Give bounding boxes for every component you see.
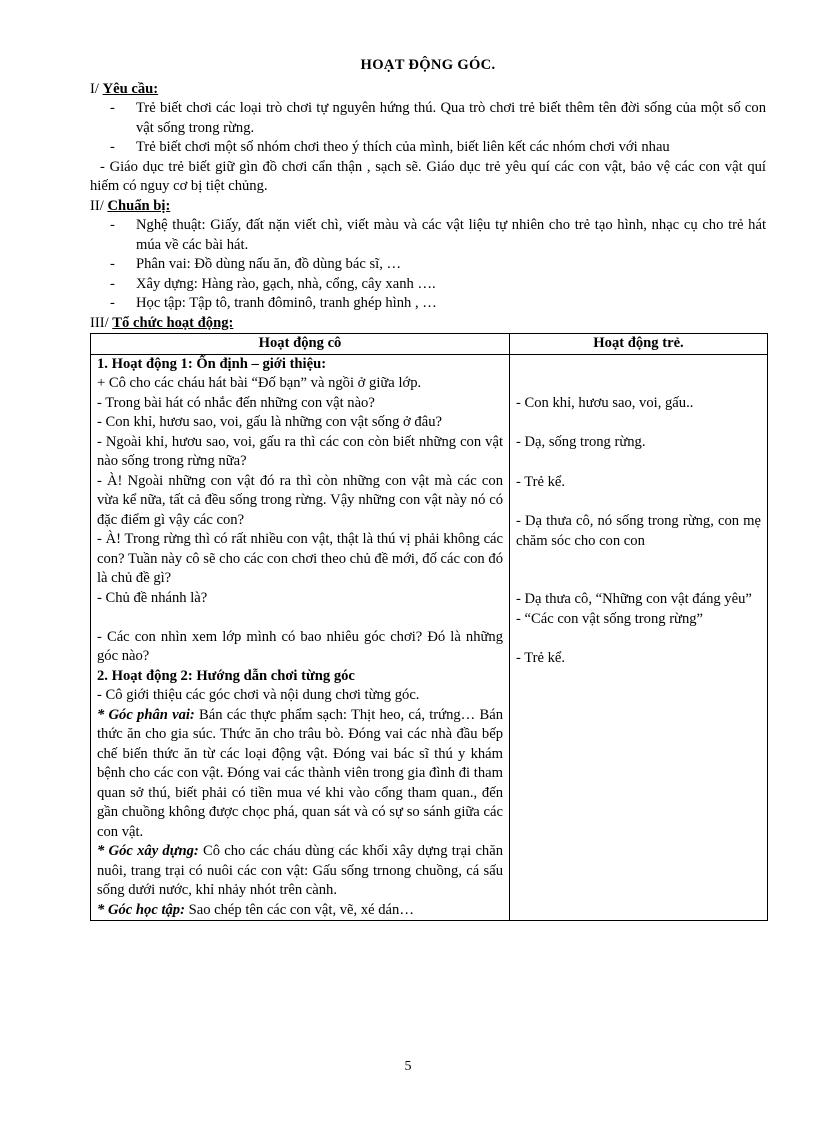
section-2-heading <box>90 197 766 217</box>
header-teacher: Hoạt động cô <box>91 334 510 355</box>
section-2-item: - Phân vai: Đồ dùng nấu ăn, đồ dùng bác sĩ, … <box>110 256 402 272</box>
corner-learning: * Góc học tập: Sao chép tên các con vật, vẽ, xé dán… <box>97 901 414 918</box>
table-row <box>91 354 768 921</box>
child-line: - Con khỉ, hươu sao, voi, gấu.. <box>516 394 694 411</box>
teacher-line: - Cô giới thiệu các góc chơi và nội dung chơi từng góc. <box>97 687 420 703</box>
corner-building: * Góc xây dựng: Cô cho các cháu dùng các khối xây dựng trại chăn nuôi, trang trại có nuôi các con vật: Gấu sống trnong chuồng, cá sấu sống dưới nước, khỉ nhảy nhót trên cành. <box>97 843 503 898</box>
section-1-heading <box>90 80 766 100</box>
section-2-item: - Nghệ thuật: Giấy, đất nặn viết chì, viết màu và các vật liệu tự nhiên cho trẻ tạo hình, nhạc cụ cho trẻ hát múa về các bài hát. <box>110 217 766 253</box>
section-1-item: - Trẻ biết chơi một số nhóm chơi theo ý thích của mình, biết liên kết các nhóm chơi với nhau <box>110 139 670 155</box>
table-header-row <box>91 334 768 355</box>
teacher-line: - À! Trong rừng thì có rất nhiều con vật, thật là thú vị phải không các con? Tuần này cô sẽ cho các con chơi theo chủ đề mới, đố các con đó là chủ đề gì? <box>97 531 503 586</box>
section-2-item: - Học tập: Tập tô, tranh đôminô, tranh ghép hình , … <box>110 295 437 311</box>
activity-table <box>90 333 768 921</box>
section-1-num: I/ <box>90 80 103 97</box>
teacher-line: - Trong bài hát có nhắc đến những con vật nào? <box>97 394 375 411</box>
section-1-extra: - Giáo dục trẻ biết giữ gìn đồ chơi cẩn thận , sạch sẽ. Giáo dục trẻ yêu quí các con vật, bảo vệ các con vật quí hiếm có nguy cơ bị tiệt chủng. <box>90 158 766 194</box>
document-page <box>90 56 766 921</box>
teacher-line: - Ngoài khỉ, hươu sao, voi, gấu ra thì các con còn biết những con vật nào sống trong rừng nữa? <box>97 433 503 469</box>
page-number: 5 <box>404 1059 412 1074</box>
activity-1-heading: 1. Hoạt động 1: Ổn định – giới thiệu: <box>97 355 327 372</box>
children-activities <box>510 354 768 921</box>
child-line: - Dạ, sống trong rừng. <box>516 434 646 450</box>
corner-role-play: * Góc phân vai: Bán các thực phẩm sạch: Thịt heo, cá, trứng… Bán thức ăn cho gia súc. Thức ăn cho trâu bò. Đóng vai các nhà đầu bếp chế biến thức ăn từ các loại động vật. Đóng vai bác sĩ thú y khám bệnh cho các con vật. Đóng vai các thành viên trong gia đình đi tham quan sở thú, biết phải có tiền mua vé khi vào cổng tham quan., đến gần chuồng không được chọc phá, quan sát và có sự so sánh giữa các con vật. <box>97 706 503 840</box>
section-2-item: - Xây dựng: Hàng rào, gạch, nhà, cổng, cây xanh …. <box>110 275 436 292</box>
teacher-line: - Con khỉ, hươu sao, voi, gấu là những con vật sống ở đâu? <box>97 414 442 430</box>
section-2-num: II/ <box>90 197 108 214</box>
section-1-item: - Trẻ biết chơi các loại trò chơi tự nguyên hứng thú. Qua trò chơi trẻ biết thêm tên đời sống của một số con vật sống trong rừng. <box>110 100 766 136</box>
child-line: - Trẻ kể. <box>516 650 566 666</box>
child-line: - Trẻ kể. <box>516 473 566 490</box>
activity-2-heading: 2. Hoạt động 2: Hướng dẫn chơi từng góc <box>97 667 355 684</box>
teacher-line: - Chủ đề nhánh là? <box>97 589 208 606</box>
child-line: - Dạ thưa cô, nó sống trong rừng, con mẹ chăm sóc cho con con <box>516 513 761 549</box>
section-2-label: Chuẩn bị: <box>107 197 171 214</box>
child-line: - “Các con vật sống trong rừng” <box>516 610 704 627</box>
teacher-line: - À! Ngoài những con vật đó ra thì còn những con vật mà các con vừa kể nữa, tất cả đều sống trong rừng. Vậy những con vật này nó có đặc điểm gì vậy các con? <box>97 472 503 528</box>
child-line: - Dạ thưa cô, “Những con vật đáng yêu” <box>516 591 752 607</box>
teacher-line: + Cô cho các cháu hát bài “Đố bạn” và ngồi ở giữa lớp. <box>97 375 422 391</box>
header-children: Hoạt động trẻ. <box>510 334 768 355</box>
section-3-label: Tổ chức hoạt động: <box>112 314 234 331</box>
section-3-num: III/ <box>90 314 113 331</box>
teacher-line: - Các con nhìn xem lớp mình có bao nhiêu góc chơi? Đó là những góc nào? <box>97 628 503 664</box>
page-title: HOẠT ĐỘNG GÓC. <box>360 57 496 73</box>
section-1-label: Yêu cầu: <box>102 80 159 97</box>
section-3-heading <box>90 314 766 334</box>
teacher-activities <box>91 354 510 921</box>
